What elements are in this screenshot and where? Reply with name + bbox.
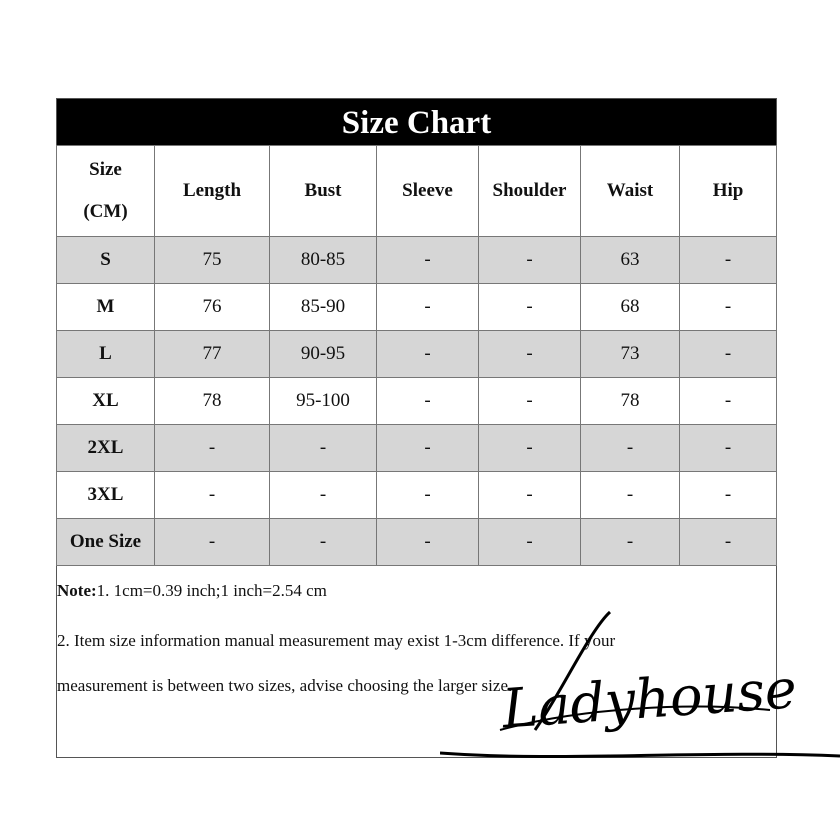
sleeve-cell: - [377,378,479,425]
waist-cell: - [581,425,680,472]
table-row [57,237,777,284]
hip-cell: - [680,378,777,425]
size-cell: 3XL [57,472,155,519]
note-line-2: 2. Item size information manual measurement may exist 1-3cm difference. If your [57,631,616,650]
chart-title: Size Chart [57,99,776,145]
size-cell: XL [57,378,155,425]
waist-cell: 73 [581,331,680,378]
sleeve-cell: - [377,237,479,284]
size-cell: L [57,331,155,378]
waist-cell: 63 [581,237,680,284]
table-row [57,331,777,378]
table-header-row [57,146,777,237]
size-cell: S [57,237,155,284]
length-cell: 75 [155,237,270,284]
table-row [57,378,777,425]
shoulder-cell: - [479,331,581,378]
shoulder-cell: - [479,237,581,284]
bust-cell: - [270,472,377,519]
waist-cell: 68 [581,284,680,331]
bust-cell: - [270,425,377,472]
signature-text: Ladyhouse [500,657,799,741]
hip-cell: - [680,425,777,472]
bust-cell: 95-100 [270,378,377,425]
size-table [56,145,777,566]
hip-cell: - [680,519,777,566]
size-header-label: Size [89,159,122,180]
hip-cell: - [680,284,777,331]
waist-cell: - [581,472,680,519]
sleeve-cell: - [377,519,479,566]
sleeve-cell: - [377,331,479,378]
shoulder-cell: - [479,284,581,331]
sleeve-header: Sleeve [377,146,479,237]
sleeve-cell: - [377,284,479,331]
table-row [57,472,777,519]
note-label: Note: [57,581,97,600]
length-cell: - [155,519,270,566]
waist-header: Waist [581,146,680,237]
bust-cell: 90-95 [270,331,377,378]
table-row [57,519,777,566]
length-cell: - [155,472,270,519]
shoulder-cell: - [479,425,581,472]
note-line-3: measurement is between two sizes, advise choosing the larger size. [57,676,513,695]
waist-cell: - [581,519,680,566]
size-cell: 2XL [57,425,155,472]
note-text-1: 1. 1cm=0.39 inch;1 inch=2.54 cm [96,581,327,600]
signature-underline [440,753,840,756]
length-cell: 78 [155,378,270,425]
size-cell: One Size [57,519,155,566]
length-cell: 76 [155,284,270,331]
bust-cell: - [270,519,377,566]
bust-cell: 80-85 [270,237,377,284]
shoulder-cell: - [479,519,581,566]
shoulder-cell: - [479,472,581,519]
hip-cell: - [680,237,777,284]
sleeve-cell: - [377,425,479,472]
hip-cell: - [680,331,777,378]
length-header: Length [155,146,270,237]
size-header [57,146,155,237]
waist-cell: 78 [581,378,680,425]
hip-header: Hip [680,146,777,237]
table-row [57,284,777,331]
ladyhouse-signature [440,590,840,770]
size-cell: M [57,284,155,331]
length-cell: - [155,425,270,472]
bust-cell: 85-90 [270,284,377,331]
sleeve-cell: - [377,472,479,519]
bust-header: Bust [270,146,377,237]
table-row [57,425,777,472]
size-header-unit: (CM) [83,201,128,222]
shoulder-header: Shoulder [479,146,581,237]
shoulder-cell: - [479,378,581,425]
note-line-1 [57,581,327,601]
length-cell: 77 [155,331,270,378]
hip-cell: - [680,472,777,519]
